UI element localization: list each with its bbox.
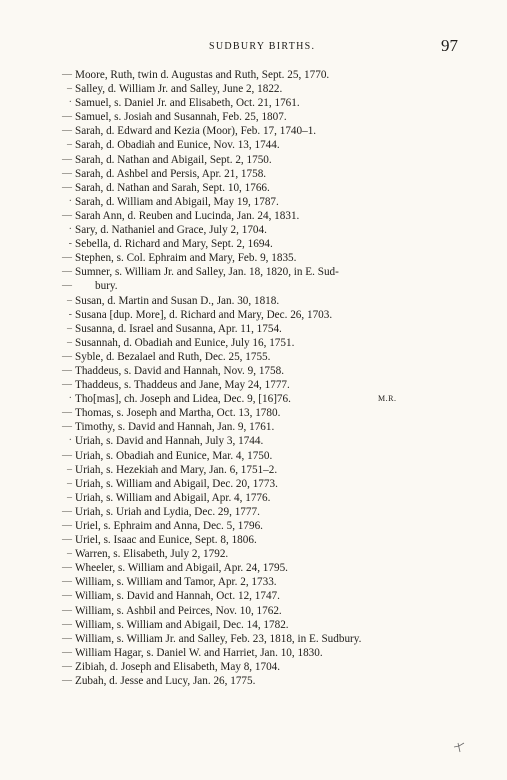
pencil-tick-mark: – bbox=[67, 294, 72, 306]
entry-text: William, s. William and Tamor, Apr. 2, 1733. bbox=[75, 576, 277, 589]
pencil-tick-mark: – bbox=[67, 477, 72, 489]
list-item bbox=[0, 336, 507, 350]
list-item bbox=[0, 308, 507, 322]
entry-text: Sarah, d. Edward and Kezia (Moor), Feb. 17, 1740–1. bbox=[75, 125, 317, 138]
entry-text: Uriah, s. David and Hannah, July 3, 1744. bbox=[75, 435, 264, 448]
list-item bbox=[0, 124, 507, 138]
pencil-tick-mark: — bbox=[62, 280, 72, 292]
birth-record-list bbox=[0, 68, 507, 688]
entry-text: William, s. Ashbil and Peirces, Nov. 10, 1762. bbox=[75, 604, 282, 617]
list-item bbox=[0, 575, 507, 589]
pencil-tick-mark: — bbox=[62, 562, 72, 574]
page-number: 97 bbox=[441, 36, 458, 55]
pencil-tick-mark: — bbox=[62, 646, 72, 658]
entry-text: Timothy, s. David and Hannah, Jan. 9, 1761. bbox=[75, 421, 275, 434]
pencil-tick-mark: - bbox=[68, 308, 72, 320]
entry-text: Sarah, d. Nathan and Sarah, Sept. 10, 1766. bbox=[75, 181, 270, 194]
entry-text: Moore, Ruth, twin d. Augustas and Ruth, Sept. 25, 1770. bbox=[75, 69, 330, 81]
entry-text: Susan, d. Martin and Susan D., Jan. 30, 1818. bbox=[75, 294, 280, 307]
list-item bbox=[0, 674, 507, 688]
entry-text: Uriah, s. William and Abigail, Apr. 4, 1776. bbox=[75, 491, 271, 504]
entry-text: Zubah, d. Jesse and Lucy, Jan. 26, 1775. bbox=[75, 675, 256, 688]
list-item bbox=[0, 68, 507, 82]
list-item bbox=[0, 660, 507, 674]
entry-text: Uriel, s. Ephraim and Anna, Dec. 5, 1796. bbox=[75, 520, 263, 532]
entry-text: Thaddeus, s. David and Hannah, Nov. 9, 1758. bbox=[75, 364, 285, 377]
list-item bbox=[0, 589, 507, 603]
pencil-tick-mark: — bbox=[62, 660, 72, 672]
list-item bbox=[0, 491, 507, 505]
list-item bbox=[0, 604, 507, 618]
list-item bbox=[0, 505, 507, 519]
entry-text: Sebella, d. Richard and Mary, Sept. 2, 1694. bbox=[75, 238, 273, 251]
running-head: SUDBURY BIRTHS. bbox=[209, 41, 316, 52]
pencil-tick-mark: — bbox=[62, 675, 72, 687]
list-item bbox=[0, 96, 507, 110]
list-item bbox=[0, 294, 507, 308]
list-item-continuation bbox=[0, 279, 507, 293]
pencil-tick-mark: · bbox=[68, 97, 72, 109]
list-item bbox=[0, 646, 507, 660]
pencil-tick-mark: – bbox=[67, 139, 72, 151]
pencil-tick-mark: — bbox=[62, 209, 72, 221]
pencil-tick-mark: · bbox=[68, 224, 72, 236]
pencil-tick-mark: — bbox=[62, 534, 72, 546]
entry-text: Uriah, s. Hezekiah and Mary, Jan. 6, 1751–2. bbox=[75, 463, 278, 476]
source-note: M.R. bbox=[378, 394, 397, 404]
pencil-tick-mark: – bbox=[67, 548, 72, 560]
entry-text: Susanna, d. Israel and Susanna, Apr. 11, 1754. bbox=[75, 322, 282, 335]
pencil-tick-mark: – bbox=[67, 83, 72, 95]
list-item bbox=[0, 392, 507, 406]
pencil-tick-mark: – bbox=[67, 463, 72, 475]
pencil-tick-mark: — bbox=[62, 604, 72, 616]
pencil-tick-mark: — bbox=[62, 350, 72, 362]
list-item bbox=[0, 449, 507, 463]
list-item bbox=[0, 632, 507, 646]
pencil-tick-mark: — bbox=[62, 364, 72, 376]
entry-text: William, s. William and Abigail, Dec. 14, 1782. bbox=[75, 618, 289, 631]
entry-text: Wheeler, s. William and Abigail, Apr. 24, 1795. bbox=[75, 562, 288, 575]
pencil-tick-mark: - bbox=[68, 238, 72, 250]
entry-text: Sarah, d. Obadiah and Eunice, Nov. 13, 1744. bbox=[75, 139, 280, 152]
entry-text: Uriah, s. William and Abigail, Dec. 20, 1773. bbox=[75, 477, 278, 490]
pencil-tick-mark: — bbox=[62, 167, 72, 179]
list-item bbox=[0, 237, 507, 251]
pencil-tick-mark: — bbox=[62, 576, 72, 588]
entry-text: Sarah, d. William and Abigail, May 19, 1787. bbox=[75, 195, 279, 208]
entry-text: Susannah, d. Obadiah and Eunice, July 16, 1751. bbox=[75, 336, 295, 349]
pencil-check-mark-icon bbox=[452, 740, 466, 754]
page-header bbox=[0, 38, 507, 58]
list-item bbox=[0, 378, 507, 392]
pencil-tick-mark: – bbox=[67, 336, 72, 348]
list-item bbox=[0, 153, 507, 167]
list-item bbox=[0, 181, 507, 195]
list-item bbox=[0, 138, 507, 152]
list-item bbox=[0, 209, 507, 223]
pencil-tick-mark: — bbox=[62, 421, 72, 433]
list-item bbox=[0, 477, 507, 491]
list-item bbox=[0, 547, 507, 561]
list-item bbox=[0, 519, 507, 533]
list-item bbox=[0, 265, 507, 279]
pencil-tick-mark: — bbox=[62, 252, 72, 264]
list-item bbox=[0, 533, 507, 547]
pencil-tick-mark: — bbox=[62, 153, 72, 165]
entry-text: William, s. William Jr. and Salley, Feb. 23, 1818, in E. Sudbury. bbox=[75, 632, 362, 645]
pencil-tick-mark: — bbox=[62, 449, 72, 461]
pencil-tick-mark: — bbox=[62, 590, 72, 602]
entry-text: Tho[mas], ch. Joseph and Lidea, Dec. 9, [16]76. bbox=[75, 393, 291, 406]
pencil-tick-mark: — bbox=[62, 111, 72, 123]
pencil-tick-mark: — bbox=[62, 520, 72, 531]
entry-text: Sary, d. Nathaniel and Grace, July 2, 1704. bbox=[75, 224, 267, 237]
entry-text: Samuel, s. Josiah and Susannah, Feb. 25, 1807. bbox=[75, 111, 287, 124]
entry-text: Uriah, s. Obadiah and Eunice, Mar. 4, 1750. bbox=[75, 449, 273, 462]
entry-text: Stephen, s. Col. Ephraim and Mary, Feb. 9, 1835. bbox=[75, 252, 297, 265]
pencil-tick-mark: · bbox=[68, 435, 72, 447]
pencil-tick-mark: — bbox=[62, 618, 72, 630]
entry-text: Sarah, d. Ashbel and Persis, Apr. 21, 1758. bbox=[75, 167, 267, 180]
entry-text: bury. bbox=[95, 280, 118, 293]
entry-text: Syble, d. Bezalael and Ruth, Dec. 25, 1755. bbox=[75, 350, 271, 363]
list-item bbox=[0, 350, 507, 364]
pencil-tick-mark: — bbox=[62, 407, 72, 419]
entry-text: Warren, s. Elisabeth, July 2, 1792. bbox=[75, 548, 229, 561]
entry-text: Salley, d. William Jr. and Salley, June 2, 1822. bbox=[75, 83, 283, 96]
pencil-tick-mark: — bbox=[62, 181, 72, 193]
list-item bbox=[0, 82, 507, 96]
entry-text: William Hagar, s. Daniel W. and Harriet, Jan. 10, 1830. bbox=[75, 646, 323, 659]
pencil-tick-mark: — bbox=[62, 69, 72, 80]
pencil-tick-mark: – bbox=[67, 322, 72, 334]
list-item bbox=[0, 406, 507, 420]
entry-text: Susana [dup. More], d. Richard and Mary, Dec. 26, 1703. bbox=[75, 308, 333, 321]
entry-text: William, s. David and Hannah, Oct. 12, 1747. bbox=[75, 590, 280, 603]
pencil-tick-mark: — bbox=[62, 632, 72, 644]
entry-text: Samuel, s. Daniel Jr. and Elisabeth, Oct. 21, 1761. bbox=[75, 97, 300, 110]
entry-text: Zibiah, d. Joseph and Elisabeth, May 8, 1704. bbox=[75, 660, 281, 673]
list-item bbox=[0, 434, 507, 448]
list-item bbox=[0, 364, 507, 378]
entry-text: Sumner, s. William Jr. and Salley, Jan. 18, 1820, in E. Sud- bbox=[75, 266, 339, 279]
list-item bbox=[0, 223, 507, 237]
entry-text: Uriah, s. Uriah and Lydia, Dec. 29, 1777. bbox=[75, 505, 260, 518]
list-item bbox=[0, 420, 507, 434]
list-item bbox=[0, 463, 507, 477]
entry-text: Thaddeus, s. Thaddeus and Jane, May 24, 1777. bbox=[75, 379, 290, 392]
list-item bbox=[0, 110, 507, 124]
pencil-tick-mark: — bbox=[62, 266, 72, 278]
pencil-tick-mark: · bbox=[68, 195, 72, 207]
entry-text: Thomas, s. Joseph and Martha, Oct. 13, 1780. bbox=[75, 407, 281, 420]
pencil-tick-mark: — bbox=[62, 379, 72, 391]
entry-text: Sarah Ann, d. Reuben and Lucinda, Jan. 24, 1831. bbox=[75, 209, 300, 222]
pencil-tick-mark: — bbox=[62, 125, 72, 137]
pencil-tick-mark: · bbox=[68, 393, 72, 405]
entry-text: Sarah, d. Nathan and Abigail, Sept. 2, 1750. bbox=[75, 153, 272, 166]
entry-text: Uriel, s. Isaac and Eunice, Sept. 8, 1806. bbox=[75, 534, 257, 547]
pencil-tick-mark: — bbox=[62, 505, 72, 517]
list-item bbox=[0, 561, 507, 575]
list-item bbox=[0, 195, 507, 209]
list-item bbox=[0, 251, 507, 265]
list-item bbox=[0, 322, 507, 336]
list-item bbox=[0, 167, 507, 181]
list-item bbox=[0, 618, 507, 632]
pencil-tick-mark: – bbox=[67, 491, 72, 503]
